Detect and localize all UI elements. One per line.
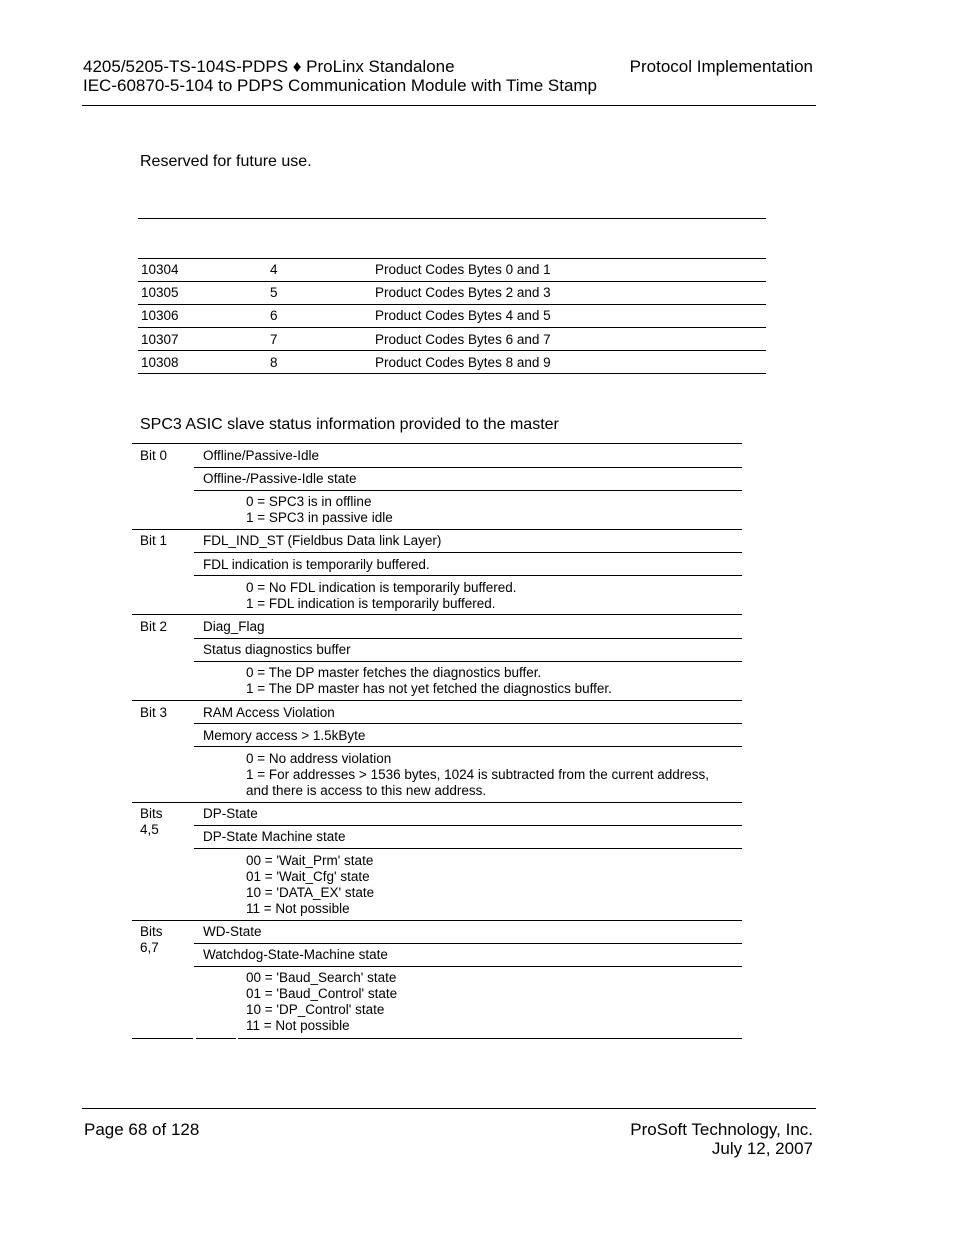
bit-label: Bit 2 <box>140 619 168 634</box>
value-line: 10 = 'DP_Control' state <box>246 1002 385 1017</box>
header-section-title: Protocol Implementation <box>629 57 813 76</box>
table-rule <box>194 966 742 967</box>
row-address: 10305 <box>141 285 179 300</box>
value-line: 1 = SPC3 in passive idle <box>246 510 393 525</box>
bit-label <box>140 924 163 956</box>
header-rule <box>82 105 816 106</box>
value-line: 0 = SPC3 is in offline <box>246 494 372 509</box>
table-rule <box>194 552 742 553</box>
bit-label: Bit 0 <box>140 448 168 463</box>
row-offset: 5 <box>270 285 278 300</box>
table-rule <box>238 1038 742 1039</box>
table-rule <box>194 825 742 826</box>
row-description: Product Codes Bytes 6 and 7 <box>375 332 551 347</box>
bit-label-line: 4,5 <box>140 822 159 837</box>
bit-label-line: Bits <box>140 924 163 939</box>
table-rule <box>194 848 742 849</box>
table-rule <box>194 723 742 724</box>
table-rule <box>132 529 742 530</box>
table-rule <box>138 327 766 328</box>
bit-description: FDL indication is temporarily buffered. <box>203 557 430 572</box>
bit-name: FDL_IND_ST (Fieldbus Data link Layer) <box>203 533 442 548</box>
footer-company: ProSoft Technology, Inc. <box>630 1120 813 1139</box>
table-rule <box>132 443 742 444</box>
table-rule <box>138 258 766 259</box>
table-rule <box>194 943 742 944</box>
table-rule <box>194 638 742 639</box>
value-line: 00 = 'Wait_Prm' state <box>246 853 374 868</box>
row-offset: 6 <box>270 308 278 323</box>
status-heading: SPC3 ASIC slave status information provided to the master <box>140 416 559 433</box>
value-line: 1 = The DP master has not yet fetched the diagnostics buffer. <box>246 681 612 696</box>
table-rule <box>132 802 742 803</box>
table-rule <box>194 490 742 491</box>
bit-label: Bit 1 <box>140 533 168 548</box>
header-product-title: 4205/5205-TS-104S-PDPS ♦ ProLinx Standalone <box>83 57 455 76</box>
reserved-text: Reserved for future use. <box>140 153 312 170</box>
row-address: 10308 <box>141 355 179 370</box>
value-line: 01 = 'Baud_Control' state <box>246 986 398 1001</box>
bit-name: WD-State <box>203 924 262 939</box>
bit-label: Bit 3 <box>140 705 168 720</box>
value-line: 0 = No address violation <box>246 751 392 766</box>
table-rule <box>194 661 742 662</box>
bit-label <box>140 806 163 838</box>
value-line: 10 = 'DATA_EX' state <box>246 885 375 900</box>
row-offset: 7 <box>270 332 278 347</box>
value-line: 01 = 'Wait_Cfg' state <box>246 869 370 884</box>
row-description: Product Codes Bytes 4 and 5 <box>375 308 551 323</box>
table-rule <box>138 350 766 351</box>
page-number: Page 68 of 128 <box>84 1120 200 1139</box>
table-rule <box>138 218 766 219</box>
bit-name: Offline/Passive-Idle <box>203 448 320 463</box>
bit-values <box>246 665 612 697</box>
bit-description: Watchdog-State-Machine state <box>203 947 388 962</box>
bit-values <box>246 853 374 917</box>
bit-label-line: Bits <box>140 806 163 821</box>
table-rule <box>194 467 742 468</box>
value-line: 1 = For addresses > 1536 bytes, 1024 is subtracted from the current address, <box>246 767 710 782</box>
value-line: and there is access to this new address. <box>246 783 487 798</box>
table-rule <box>132 614 742 615</box>
table-rule <box>132 920 742 921</box>
row-description: Product Codes Bytes 2 and 3 <box>375 285 551 300</box>
bit-values <box>246 494 393 526</box>
bit-values <box>246 580 517 612</box>
value-line: 11 = Not possible <box>246 901 350 916</box>
value-line: 1 = FDL indication is temporarily buffered. <box>246 596 496 611</box>
bit-name: Diag_Flag <box>203 619 265 634</box>
table-rule <box>132 700 742 701</box>
bit-description: DP-State Machine state <box>203 829 346 844</box>
value-line: 0 = No FDL indication is temporarily buffered. <box>246 580 517 595</box>
bit-label-line: 6,7 <box>140 940 159 955</box>
table-rule <box>194 575 742 576</box>
header-module-title: IEC-60870-5-104 to PDPS Communication Module with Time Stamp <box>83 76 598 95</box>
row-address: 10306 <box>141 308 179 323</box>
row-description: Product Codes Bytes 8 and 9 <box>375 355 551 370</box>
table-rule <box>138 281 766 282</box>
row-offset: 8 <box>270 355 278 370</box>
value-line: 0 = The DP master fetches the diagnostics buffer. <box>246 665 542 680</box>
bit-values <box>246 970 397 1034</box>
value-line: 00 = 'Baud_Search' state <box>246 970 397 985</box>
bit-name: RAM Access Violation <box>203 705 335 720</box>
table-rule <box>138 304 766 305</box>
table-rule <box>132 1038 193 1039</box>
table-rule <box>194 746 742 747</box>
footer-date: July 12, 2007 <box>711 1139 813 1158</box>
footer-rule <box>82 1108 816 1109</box>
row-address: 10304 <box>141 262 179 277</box>
row-description: Product Codes Bytes 0 and 1 <box>375 262 551 277</box>
bit-name: DP-State <box>203 806 258 821</box>
row-offset: 4 <box>270 262 278 277</box>
table-rule <box>196 1038 236 1039</box>
row-address: 10307 <box>141 332 179 347</box>
bit-description: Status diagnostics buffer <box>203 642 351 657</box>
table-rule <box>138 373 766 374</box>
value-line: 11 = Not possible <box>246 1018 350 1033</box>
bit-values <box>246 751 709 799</box>
bit-description: Memory access > 1.5kByte <box>203 728 366 743</box>
bit-description: Offline-/Passive-Idle state <box>203 471 357 486</box>
